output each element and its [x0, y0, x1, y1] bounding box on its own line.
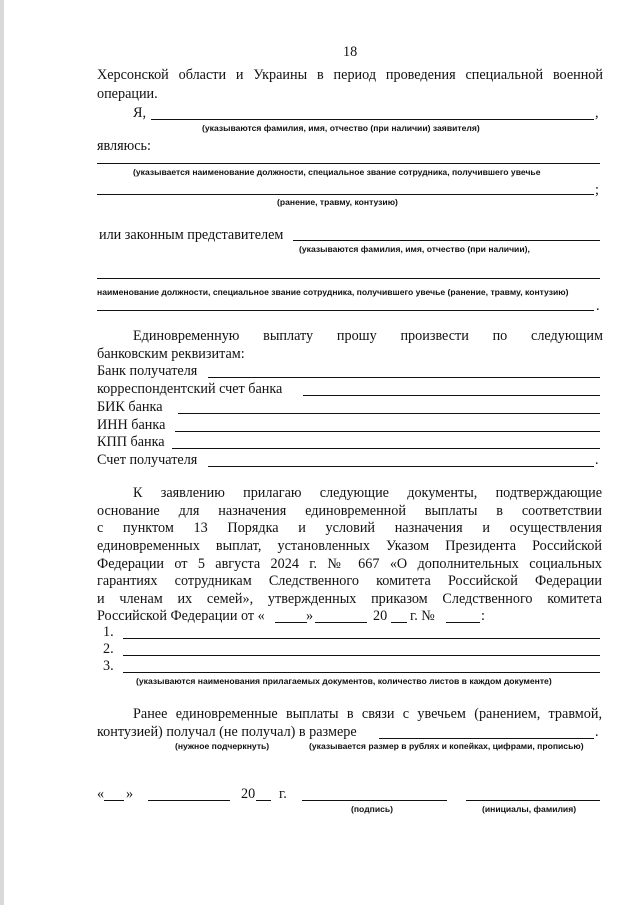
inn-field-line[interactable] — [175, 431, 600, 432]
representative-line-3[interactable] — [97, 310, 594, 311]
previous-amount-hint: (указывается размер в рублях и копейках, цифрами, прописью) — [309, 741, 584, 751]
signature-hint: (подпись) — [351, 804, 394, 814]
documents-day-line[interactable] — [275, 622, 307, 623]
account-period: . — [595, 452, 599, 468]
status-position-hint: (указывается наименование должности, специальное звание сотрудника, получившего увечье — [133, 167, 541, 177]
bank-field-line[interactable] — [208, 377, 600, 378]
corr-account-label: корреспондентский счет банка — [97, 381, 283, 397]
bik-field-line[interactable] — [178, 413, 600, 414]
signature-day-line[interactable] — [104, 800, 124, 801]
documents-line-4: единовременных выплат, установленных Указом Президента Российской — [97, 538, 602, 554]
payment-request-line-2: банковским реквизитам: — [97, 346, 245, 362]
intro-line-2: операции. — [97, 86, 158, 102]
representative-name-line[interactable] — [293, 240, 600, 241]
signature-close-quote: » — [126, 786, 134, 802]
documents-month-line[interactable] — [315, 622, 367, 623]
documents-line-3: с пунктом 13 Порядка и условий назначения и осуществления — [97, 520, 602, 536]
initials-line[interactable] — [466, 800, 600, 801]
documents-hint: (указываются наименования прилагаемых документов, количество листов в каждом документе) — [136, 676, 552, 686]
status-semicolon: ; — [595, 182, 599, 198]
previous-underline-hint: (нужное подчеркнуть) — [175, 741, 270, 751]
documents-year-prefix: 20 — [373, 608, 388, 624]
previous-line-2: контузией) получал (не получал) в размере — [97, 724, 357, 740]
representative-label: или законным представителем — [99, 227, 284, 243]
document-item-number: 2. — [103, 641, 114, 657]
account-field-line[interactable] — [208, 466, 594, 467]
kpp-label: КПП банка — [97, 434, 165, 450]
documents-line-7: и членам их семей», утвержденных приказом Следственного комитета — [97, 591, 602, 607]
bik-label: БИК банка — [97, 399, 163, 415]
representative-period: . — [596, 298, 600, 314]
documents-line-6: гарантиях сотрудникам Следственного комитета Российской Федерации — [97, 573, 602, 589]
signature-open-quote: « — [97, 786, 105, 802]
page-number: 18 — [343, 44, 358, 60]
documents-year-suffix: г. № — [410, 608, 435, 624]
payment-word: выплату — [263, 328, 314, 344]
documents-colon: : — [481, 608, 485, 624]
status-injury-line[interactable] — [97, 194, 594, 195]
inn-label: ИНН банка — [97, 417, 166, 433]
documents-line-2: основание для назначения единовременной выплаты в соответствии — [97, 503, 602, 519]
applicant-name-line[interactable] — [151, 119, 594, 120]
applicant-label: Я, — [133, 105, 147, 121]
previous-line-1: Ранее единовременные выплаты в связи с увечьем (ранением, травмой, — [133, 706, 602, 722]
applicant-comma: , — [595, 105, 599, 121]
status-injury-hint: (ранение, травму, контузию) — [277, 197, 398, 207]
signature-year-suffix: г. — [279, 786, 287, 802]
payment-word: произвести — [400, 328, 469, 344]
previous-period: . — [595, 724, 599, 740]
document-item-line-3[interactable] — [123, 672, 600, 673]
representative-line-2[interactable] — [97, 278, 600, 279]
payment-word: следующим — [531, 328, 603, 344]
scan-edge — [0, 0, 4, 905]
documents-last-line-prefix: Российской Федерации от « — [97, 608, 265, 624]
account-label: Счет получателя — [97, 452, 198, 468]
payment-request-line-1 — [133, 329, 603, 343]
documents-year-line[interactable] — [391, 622, 407, 623]
signature-year-line[interactable] — [256, 800, 271, 801]
intro-line-1: Херсонской области и Украины в период проведения специальной военной — [97, 67, 603, 83]
status-label: являюсь: — [97, 138, 151, 154]
corr-account-field-line[interactable] — [303, 395, 600, 396]
documents-quote-close: » — [306, 608, 314, 624]
kpp-field-line[interactable] — [172, 448, 600, 449]
document-item-number: 1. — [103, 624, 114, 640]
payment-word: Единовременную — [133, 328, 240, 344]
payment-word: прошу — [336, 328, 377, 344]
signature-year-prefix: 20 — [241, 786, 256, 802]
representative-position-hint: наименование должности, специальное звание сотрудника, получившего увечье (ранение, травму, контузию) — [97, 287, 569, 297]
document-item-line-2[interactable] — [123, 655, 600, 656]
applicant-hint: (указываются фамилия, имя, отчество (при наличии) заявителя) — [202, 123, 480, 133]
representative-name-hint: (указываются фамилия, имя, отчество (при наличии), — [299, 244, 530, 254]
document-item-line-1[interactable] — [123, 638, 600, 639]
previous-amount-line[interactable] — [379, 738, 594, 739]
documents-line-1: К заявлению прилагаю следующие документы, подтверждающие — [133, 485, 602, 501]
payment-word: по — [492, 328, 508, 344]
initials-hint: (инициалы, фамилия) — [482, 804, 577, 814]
bank-label: Банк получателя — [97, 363, 198, 379]
documents-line-5: Федерации от 5 августа 2024 г. № 667 «О дополнительных социальных — [97, 556, 602, 572]
signature-month-line[interactable] — [148, 800, 230, 801]
document-item-number: 3. — [103, 658, 114, 674]
documents-number-line[interactable] — [446, 622, 480, 623]
signature-line[interactable] — [302, 800, 447, 801]
status-position-line[interactable] — [97, 163, 600, 164]
